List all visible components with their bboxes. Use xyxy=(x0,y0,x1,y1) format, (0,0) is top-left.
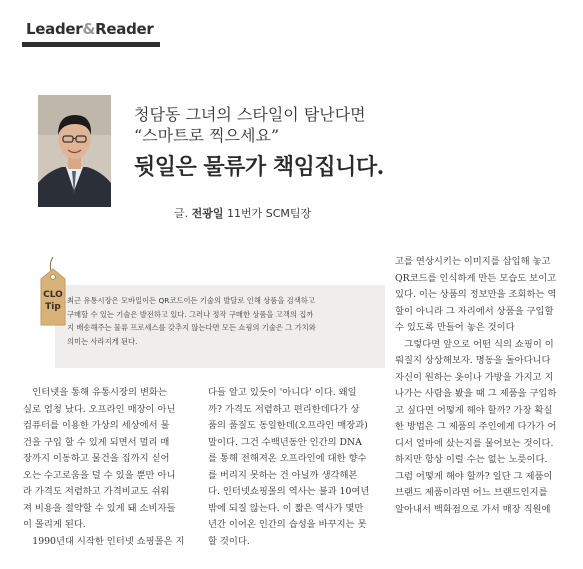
body-line: QR코드를 인식하게 만든 모습도 보이고 xyxy=(395,272,557,284)
body-line: 를 통해 전해져온 오프라인에 대한 향수 xyxy=(208,453,367,464)
body-line: 한 방법은 그 제품의 주인에게 다가가 어 xyxy=(395,421,557,432)
byline-role: 11번가 SCM팀장 xyxy=(227,207,312,220)
clo-tag-line-1: CLO xyxy=(43,290,63,300)
clo-tip-tag-icon xyxy=(37,257,69,327)
clo-tip-line: 최근 유통시장은 모바일이든 QR코드이든 기술의 발달로 인해 상품을 검색하고 xyxy=(67,296,315,305)
byline xyxy=(174,205,311,221)
author-portrait-illustration xyxy=(38,95,111,207)
body-line: 하지만 항상 이럴 수는 없는 노릇이다. xyxy=(395,454,548,465)
headline-line-1: 청담동 그녀의 스타일이 탐난다면 xyxy=(134,105,366,124)
body-line: 나가는 사람을 봤을 때 그 제품을 구입하 xyxy=(395,388,557,399)
body-line: 그럼 어떻게 해야 할까? 일단 그 제품이 xyxy=(395,470,553,482)
body-line: 다. 인터넷쇼핑몰의 역사는 불과 10여년 xyxy=(208,486,370,497)
body-line: 인터넷을 통해 유통시장의 변화는 xyxy=(23,387,167,398)
body-line: 1990년대 시작한 인터넷 쇼핑몰은 지 xyxy=(23,535,185,547)
section-label-leader: Leader xyxy=(26,20,83,38)
body-column-3 xyxy=(395,254,575,518)
body-line: 브랜드 제품이라면 어느 브랜드인지를 xyxy=(395,487,548,498)
body-line: 다들 알고 있듯이 '아니다' 이다. 왜일 xyxy=(208,387,357,398)
body-line: 까? 가격도 저렴하고 편리한데다가 상 xyxy=(208,403,360,415)
body-line: 있다. 이는 상품의 정보만을 조회하는 역 xyxy=(395,289,557,300)
body-column-1 xyxy=(23,385,203,550)
body-line: 알아내서 백화점으로 가서 매장 직원에 xyxy=(395,503,551,515)
body-line: 져 비용을 절약할 수 있게 돼 소비자들 xyxy=(23,502,176,514)
body-line: 고 싶다면 어떻게 해야 할까? 가장 확실 xyxy=(395,404,553,416)
body-line: 말이다. 그건 수백년동안 인간의 DNA xyxy=(208,436,362,448)
clo-tip-text xyxy=(67,294,377,348)
headline-main: 뒷일은 물류가 책임집니다. xyxy=(134,154,384,180)
section-label-amp: & xyxy=(82,20,96,38)
body-line: 실로 엄청 났다. 오프라인 매장이 아닌 xyxy=(23,403,176,415)
clo-tip-line: 구매할 수 있는 기술은 발전하고 있다. 그러나 정작 구매한 상품을 고객의 집까 xyxy=(67,309,314,319)
body-line: 오는 수고로움을 덜 수 있을 뿐만 아니 xyxy=(23,469,176,481)
clo-tip-line: 지 배송해주는 물류 프로세스를 갖추지 않는다면 모든 쇼핑의 기술은 그 가치와 xyxy=(67,323,316,332)
body-line: 고를 연상시키는 이미지를 삽입해 놓고 xyxy=(395,256,551,267)
body-line: 이 몰리게 된다. xyxy=(23,519,86,530)
section-label-reader: Reader xyxy=(95,20,154,38)
byline-prefix: 글. xyxy=(174,207,189,220)
body-line: 장까지 이동하고 물건을 집까지 싣어 xyxy=(23,453,170,464)
clo-tip-line: 의미는 사라지게 된다. xyxy=(67,336,138,346)
byline-author: 전광일 xyxy=(191,207,224,220)
header-rule xyxy=(22,42,160,47)
author-photo xyxy=(38,95,111,207)
body-line: 년간 이어온 인간의 습성을 바꾸지는 못 xyxy=(208,519,367,530)
clo-tag-line-2: Tip xyxy=(45,302,61,312)
body-line: 자신이 원하는 옷이나 가방을 가지고 지 xyxy=(395,371,554,383)
body-line: 그렇다면 앞으로 어떤 식의 쇼핑이 이 xyxy=(395,338,554,350)
body-line: 할이 아니라 그 자리에서 상품을 구입할 xyxy=(395,305,554,317)
headline-line-2: “스마트로 찍으세요” xyxy=(134,126,280,145)
section-header xyxy=(22,20,162,47)
body-line: 를 버리지 못하는 건 아닐까 생각해본 xyxy=(208,469,358,481)
headline-block xyxy=(134,104,574,182)
body-line: 디서 얼마에 샀는지를 물어보는 것이다. xyxy=(395,437,554,449)
body-line: 건을 구입 할 수 있게 되면서 멀리 매 xyxy=(23,436,170,448)
body-line: 품의 품질도 동일한데(오프라인 매장과) xyxy=(208,420,368,431)
section-label xyxy=(22,20,162,38)
body-column-2 xyxy=(208,385,390,550)
body-line: 밖에 되질 않는다. 이 짧은 역사가 몇만 xyxy=(208,502,364,514)
body-line: 컴퓨터를 이용한 가상의 세상에서 물 xyxy=(23,420,170,431)
body-line: 뤄질지 상상해보자. 명동을 돌아다니다 xyxy=(395,355,551,366)
body-line: 라 가격도 저렴하고 가격비교도 쉬워 xyxy=(23,486,170,497)
body-line: 수 있도록 만들어 놓은 것이다 xyxy=(395,322,515,333)
body-line: 할 것이다. xyxy=(208,535,250,547)
